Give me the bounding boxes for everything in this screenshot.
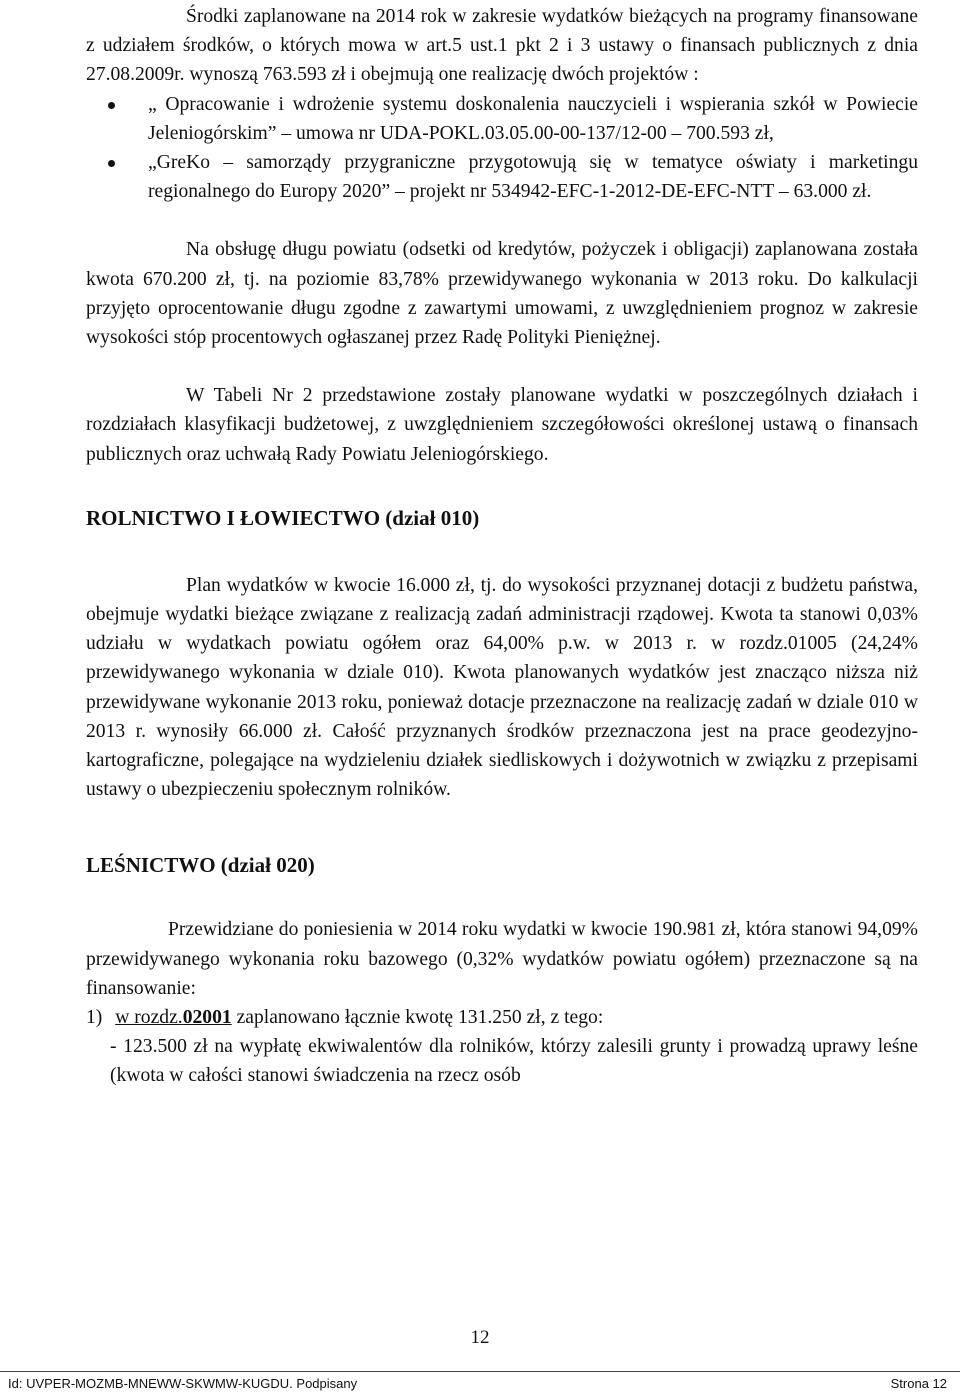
footer-page-label: Strona 12	[890, 1376, 947, 1391]
dash-item: - 123.500 zł na wypłatę ekwiwalentów dla rolników, którzy zalesili grunty i prowadzą uprawy leśne (kwota w całości stanowi świadczenia na rzecz osób	[110, 1036, 918, 1087]
list-item-text: „GreKo – samorządy przygraniczne przygotowują się w tematyce oświaty i marketingu regionalnego do Europy 2020” – projekt nr 534942-EFC-1-2012-DE-EFC-NTT – 63.000 zł.	[148, 152, 918, 203]
paragraph-debt-service: Na obsługę długu powiatu (odsetki od kredytów, pożyczek i obligacji) zaplanowana została kwota 670.200 zł, tj. na poziomie 83,78% przewidywanego wykonania w 2013 roku. Do kalkulacji przyjęto oprocentowanie długu zgodne z zawartymi umowami, z uwzględnieniem prognoz w zakresie wysokości stóp procentowych ogłaszanej przez Radę Polityki Pieniężnej.	[86, 239, 918, 349]
document-page	[86, 2, 918, 1091]
bullet-icon	[108, 160, 115, 167]
paragraph-lesnictwo: Przewidziane do poniesienia w 2014 roku wydatki w kwocie 190.981 zł, która stanowi 94,09% przewidywanego wykonania roku bazowego (0,32% wydatków powiatu ogółem) przeznaczone są na finansowanie:	[86, 919, 918, 999]
item-description: zaplanowano łącznie kwotę 131.250 zł, z tego:	[231, 1007, 604, 1029]
item-code: 02001	[182, 1007, 232, 1029]
paragraph-table-2: W Tabeli Nr 2 przedstawione zostały planowane wydatki w poszczególnych działach i rozdziałach klasyfikacji budżetowej, z uwzględnieniem szczegółowości określonej ustawą o finansach publicznych oraz uchwałą Rady Powiatu Jeleniogórskiego.	[86, 385, 918, 465]
section-heading-rolnictwo: ROLNICTWO I ŁOWIECTWO (dział 010)	[86, 505, 480, 530]
bullet-icon	[108, 102, 115, 109]
numbered-item	[86, 1003, 918, 1032]
footer-divider	[0, 1371, 960, 1372]
section-heading-lesnictwo: LEŚNICTWO (dział 020)	[86, 853, 315, 878]
list-item	[86, 148, 918, 206]
list-item-text: „ Opracowanie i wdrożenie systemu doskonalenia nauczycieli i wspierania szkół w Powiecie Jeleniogórskim” – umowa nr UDA-POKL.03.05.00-00-137/12-00 – 700.593 zł,	[148, 93, 918, 144]
item-underlined-label: w rozdz.	[115, 1007, 183, 1029]
paragraph-projects-intro: Środki zaplanowane na 2014 rok w zakresie wydatków bieżących na programy finansowane z udziałem środków, o których mowa w art.5 ust.1 pkt 2 i 3 ustawy o finansach publicznych z dnia 27.08.2009r. wynoszą 763.593 zł i obejmują one realizację dwóch projektów :	[86, 6, 918, 86]
paragraph-rolnictwo: Plan wydatków w kwocie 16.000 zł, tj. do wysokości przyznanej dotacji z budżetu państwa, obejmuje wydatki bieżące związane z realizacją zadań administracji rządowej. Kwota ta stanowi 0,03% udziału w wydatkach powiatu ogółem oraz 64,00% p.w. w 2013 r. w rozdz.01005 (24,24% przewidywanego wykonania w dziale 010). Kwota planowanych wydatków jest znacząco niższa niż przewidywane wykonanie 2013 roku, ponieważ dotacje przeznaczone na realizację zadań w dziale 010 w 2013 r. wynosiły 66.000 zł. Całość przyznanych środków przeznaczona jest na prace geodezyjno-kartograficzne, polegające na wydzieleniu działek siedliskowych i dożywotnich w związku z przepisami ustawy o ubezpieczeniu społecznym rolników.	[86, 574, 918, 801]
page-footer	[0, 1376, 960, 1394]
document-id: Id: UVPER-MOZMB-MNEWW-SKWMW-KUGDU. Podpisany	[8, 1376, 358, 1391]
item-number: 1)	[86, 1007, 103, 1029]
list-item	[86, 90, 918, 148]
page-number: 12	[470, 1327, 490, 1348]
projects-list	[86, 90, 918, 207]
